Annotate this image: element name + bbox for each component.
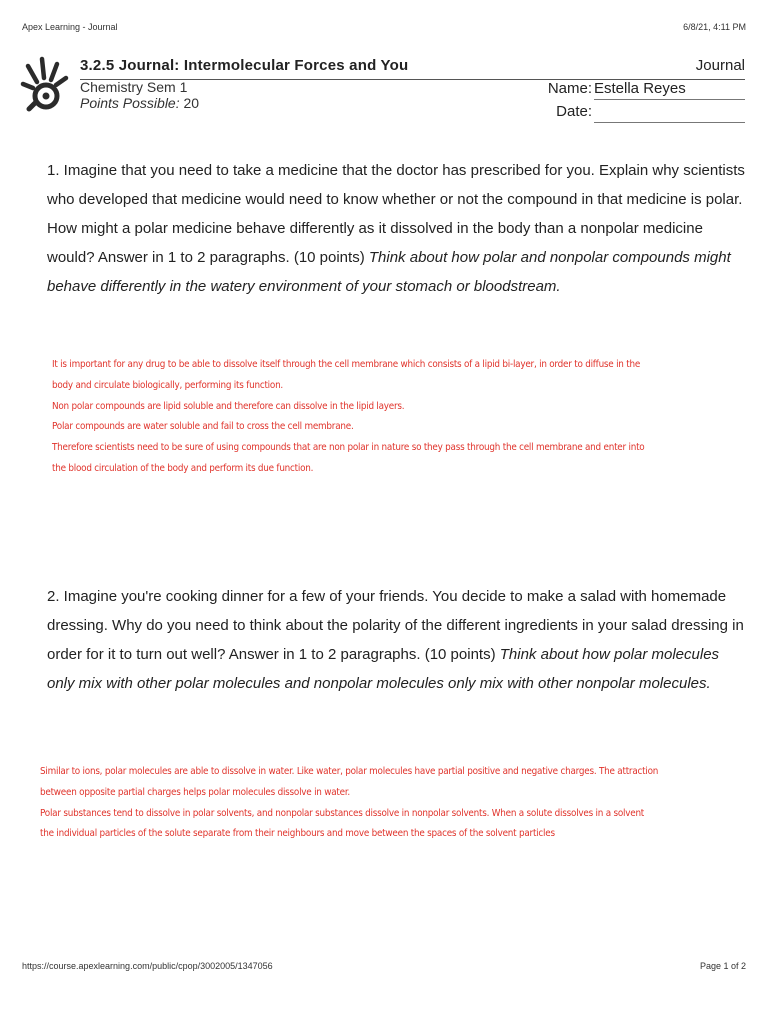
question-1-hint: Think about how polar and nonpolar compounds might behave differently in the watery environment of your stomach or bloodstream. [47,249,731,295]
answer-1-line: Non polar compounds are lipid soluble and therefore can dissolve in the lipid layers. [52,400,405,412]
print-header [22,22,746,32]
answer-1-line: Polar compounds are water soluble and fail to cross the cell membrane. [52,421,354,433]
course-name: Chemistry Sem 1 [80,79,188,95]
date-label: Date: [556,103,592,120]
footer-url: https://course.apexlearning.com/public/cpop/3002005/1347056 [22,961,273,971]
name-field: Estella Reyes [594,80,745,100]
date-field [594,103,745,123]
points-label: Points Possible: [80,95,180,111]
answer-1-line: It is important for any drug to be able to dissolve itself through the cell membrane which consists of a lipid bi-layer, in order to diffuse in the [52,359,641,370]
print-header-title: Apex Learning - Journal [22,22,118,32]
question-1-text: 1. Imagine that you need to take a medicine that the doctor has prescribed for you. Explain why scientists who developed that medicine would need to know whether or not the compound in that medicine is polar. How might a polar medicine behave differently as it dissolved in the body than a nonpolar medicine would? Answer in 1 to 2 paragraphs. (10 points) [47,162,745,266]
print-header-timestamp: 6/8/21, 4:11 PM [683,22,746,32]
answer-2-line: the individual particles of the solute separate from their neighbours and move between the spaces of the solvent particles [40,828,555,840]
question-2 [47,582,747,698]
title-row [80,57,745,80]
answer-1-line: body and circulate biologically, performing its function. [52,379,284,391]
answer-1 [52,355,644,480]
question-2-text: 2. Imagine you're cooking dinner for a few of your friends. You decide to make a salad with homemade dressing. Why do you need to think about the polarity of the different ingredients in your salad dressing in order for it to turn out well? Answer in 1 to 2 paragraphs. (10 points) [47,588,744,663]
print-footer [22,961,746,971]
answer-2 [40,762,658,845]
answer-2-line: between opposite partial charges helps polar molecules dissolve in water. [40,786,351,798]
apex-learning-logo [20,56,70,112]
footer-page-number: Page 1 of 2 [699,961,746,971]
answer-1-line: Therefore scientists need to be sure of using compounds that are non polar in nature so they pass through the cell membrane and enter into [52,442,645,454]
answer-2-line: Polar substances tend to dissolve in polar solvents, and nonpolar substances dissolve in nonpolar solvents. When a solute dissolves in a solvent [40,807,645,819]
question-2-hint: Think about how polar molecules only mix with other polar molecules and nonpolar molecules only mix with other nonpolar molecules. [47,646,720,692]
points-possible [80,95,199,111]
answer-1-line: the blood circulation of the body and perform its due function. [52,462,314,474]
page-title: 3.2.5 Journal: Intermolecular Forces and You [80,57,409,74]
answer-2-line: Similar to ions, polar molecules are able to dissolve in water. Like water, polar molecules have partial positive and negative charges. The attraction [40,766,659,777]
name-label: Name: [547,80,592,97]
points-value: 20 [183,95,200,111]
assignment-type: Journal [695,57,745,74]
question-1 [47,156,747,301]
